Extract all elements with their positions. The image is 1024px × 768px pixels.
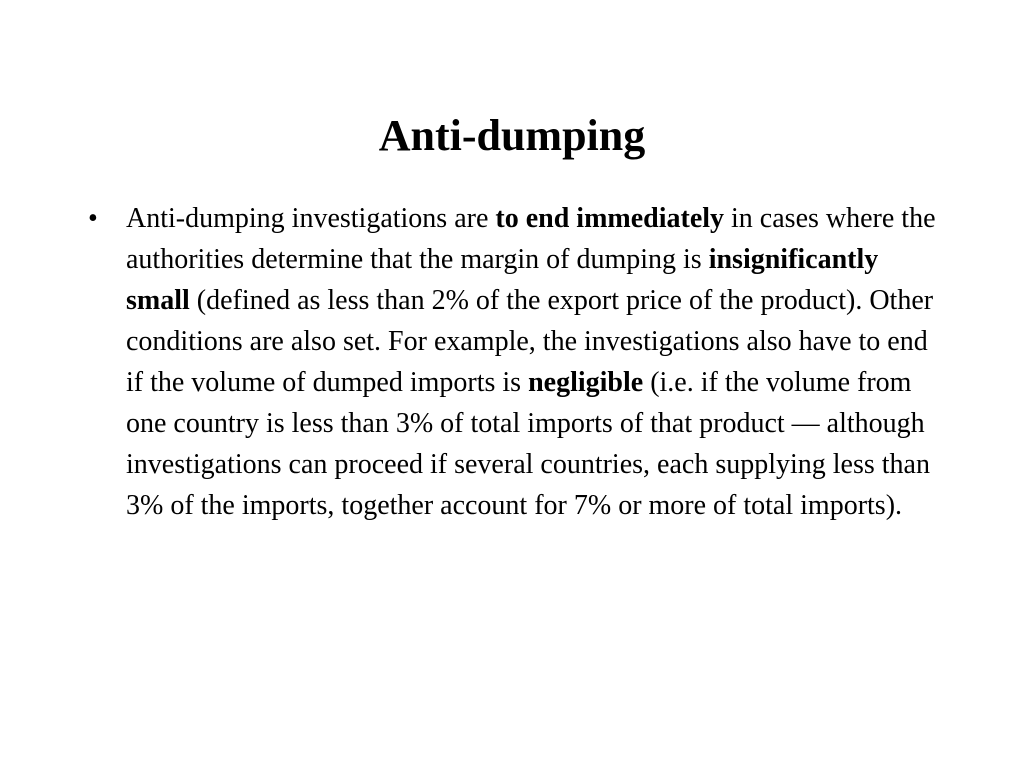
bullet-bold-term: to end immediately [495,203,725,234]
bullet-bold-term: insignificantly small [126,244,879,316]
bullet-text-segment: in cases where the authorities determine that the margin of dumping is [126,203,936,275]
bullet-text [126,203,936,521]
bullet-item [88,198,948,526]
bullet-text-segment: (defined as less than 2% of the export price of the product). Other conditions are also set. For example, the investigations also have to end if the volume of dumped imports is [126,285,934,398]
slide-title: Anti-dumping [378,111,646,160]
bullet-list [88,198,948,526]
bullet-text-segment: (i.e. if the volume from one country is less than 3% of total imports of that product — although investigations can proceed if several countries, each supplying less than 3% of the imports, together account for 7% or more of total imports). [126,367,930,521]
bullet-bold-term: negligible [528,367,644,398]
bullet-text-segment: Anti-dumping investigations are [126,203,496,234]
bullet-dot-icon: • [88,203,98,234]
